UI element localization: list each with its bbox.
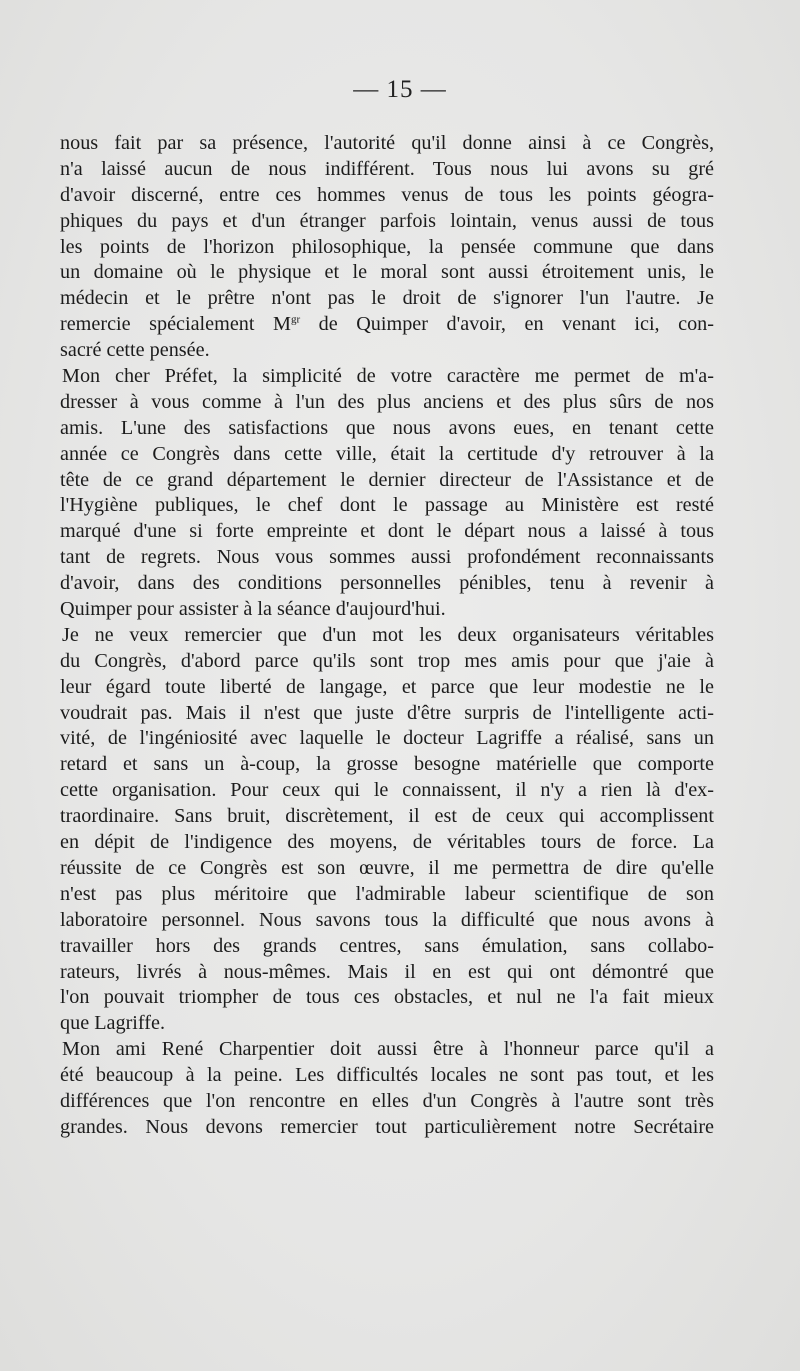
text-line: leur égard toute liberté de langage, et parce que leur modestie ne le: [60, 675, 714, 698]
text-line: Quimper pour assister à la séance d'aujourd'hui.: [60, 598, 446, 621]
text-line: que Lagriffe.: [60, 1012, 165, 1035]
body-text: [60, 131, 714, 1141]
superscript: gr: [290, 313, 301, 326]
text-line: marqué d'une si forte empreinte et dont le départ nous a laissé à tous: [60, 520, 714, 543]
text-line: tête de ce grand département le dernier directeur de l'Assistance et de: [60, 468, 714, 491]
text-segment: remercie spécialement M: [60, 313, 291, 336]
text-line: réussite de ce Congrès est son œuvre, il me permettra de dire qu'elle: [60, 856, 714, 879]
text-line: voudrait pas. Mais il n'est que juste d'être surpris de l'intelligente acti-: [60, 701, 714, 724]
text-line: traordinaire. Sans bruit, discrètement, il est de ceux qui accomplissent: [60, 805, 714, 828]
text-line: sacré cette pensée.: [60, 339, 210, 362]
text-line: médecin et le prêtre n'ont pas le droit de s'ignorer l'un l'autre. Je: [60, 287, 714, 310]
text-line: les points de l'horizon philosophique, la pensée commune que dans: [60, 235, 714, 258]
text-line: retard et sans un à-coup, la grosse besogne matérielle que comporte: [60, 753, 714, 776]
text-line: année ce Congrès dans cette ville, était la certitude d'y retrouver à la: [60, 442, 714, 465]
text-line: amis. L'une des satisfactions que nous avons eues, en tenant cette: [60, 416, 714, 439]
text-line: laboratoire personnel. Nous savons tous la difficulté que nous avons à: [60, 908, 714, 931]
text-line: nous fait par sa présence, l'autorité qu'il donne ainsi à ce Congrès,: [60, 132, 714, 154]
text-line: l'Hygiène publiques, le chef dont le passage au Ministère est resté: [60, 494, 714, 517]
text-line: du Congrès, d'abord parce qu'ils sont trop mes amis pour que j'aie à: [60, 649, 714, 672]
text-line: Mon cher Préfet, la simplicité de votre caractère me permet de m'a-: [62, 365, 714, 388]
text-line: n'a laissé aucun de nous indifférent. Tous nous lui avons su gré: [60, 157, 714, 180]
text-line: travailler hors des grands centres, sans émulation, sans collabo-: [60, 934, 714, 957]
text-line: [60, 312, 714, 338]
text-segment: de Quimper d'avoir, en venant ici, con-: [300, 313, 714, 336]
text-line: d'avoir, dans des conditions personnelles pénibles, tenu à revenir à: [60, 572, 714, 595]
text-line: dresser à vous comme à l'un des plus anciens et des plus sûrs de nos: [60, 390, 714, 413]
text-line: cette organisation. Pour ceux qui le connaissent, il n'y a rien là d'ex-: [60, 779, 714, 802]
text-line: été beaucoup à la peine. Les difficultés locales ne sont pas tout, et les: [60, 1064, 714, 1087]
text-line: d'avoir discerné, entre ces hommes venus de tous les points géogra-: [60, 183, 714, 206]
text-line: grandes. Nous devons remercier tout particulièrement notre Secrétaire: [60, 1115, 714, 1138]
text-line: Je ne veux remercier que d'un mot les deux organisateurs véritables: [62, 623, 714, 646]
text-line: vité, de l'ingéniosité avec laquelle le docteur Lagriffe a réalisé, sans un: [60, 727, 714, 750]
text-line: en dépit de l'indigence des moyens, de véritables tours de force. La: [60, 831, 714, 854]
text-line: Mon ami René Charpentier doit aussi être à l'honneur parce qu'il a: [62, 1038, 714, 1061]
text-line: phiques du pays et d'un étranger parfois lointain, venus aussi de tous: [60, 209, 714, 232]
page-number: — 15 —: [353, 76, 447, 103]
text-line: différences que l'on rencontre en elles d'un Congrès à l'autre sont très: [60, 1089, 714, 1112]
text-line: rateurs, livrés à nous-mêmes. Mais il en est qui ont démontré que: [60, 960, 714, 983]
text-line: n'est pas plus méritoire que l'admirable labeur scientifique de son: [60, 882, 714, 905]
text-line: tant de regrets. Nous vous sommes aussi profondément reconnaissants: [60, 546, 714, 569]
text-line: un domaine où le physique et le moral sont aussi étroitement unis, le: [60, 261, 714, 284]
text-line: l'on pouvait triompher de tous ces obstacles, et nul ne l'a fait mieux: [60, 986, 714, 1009]
